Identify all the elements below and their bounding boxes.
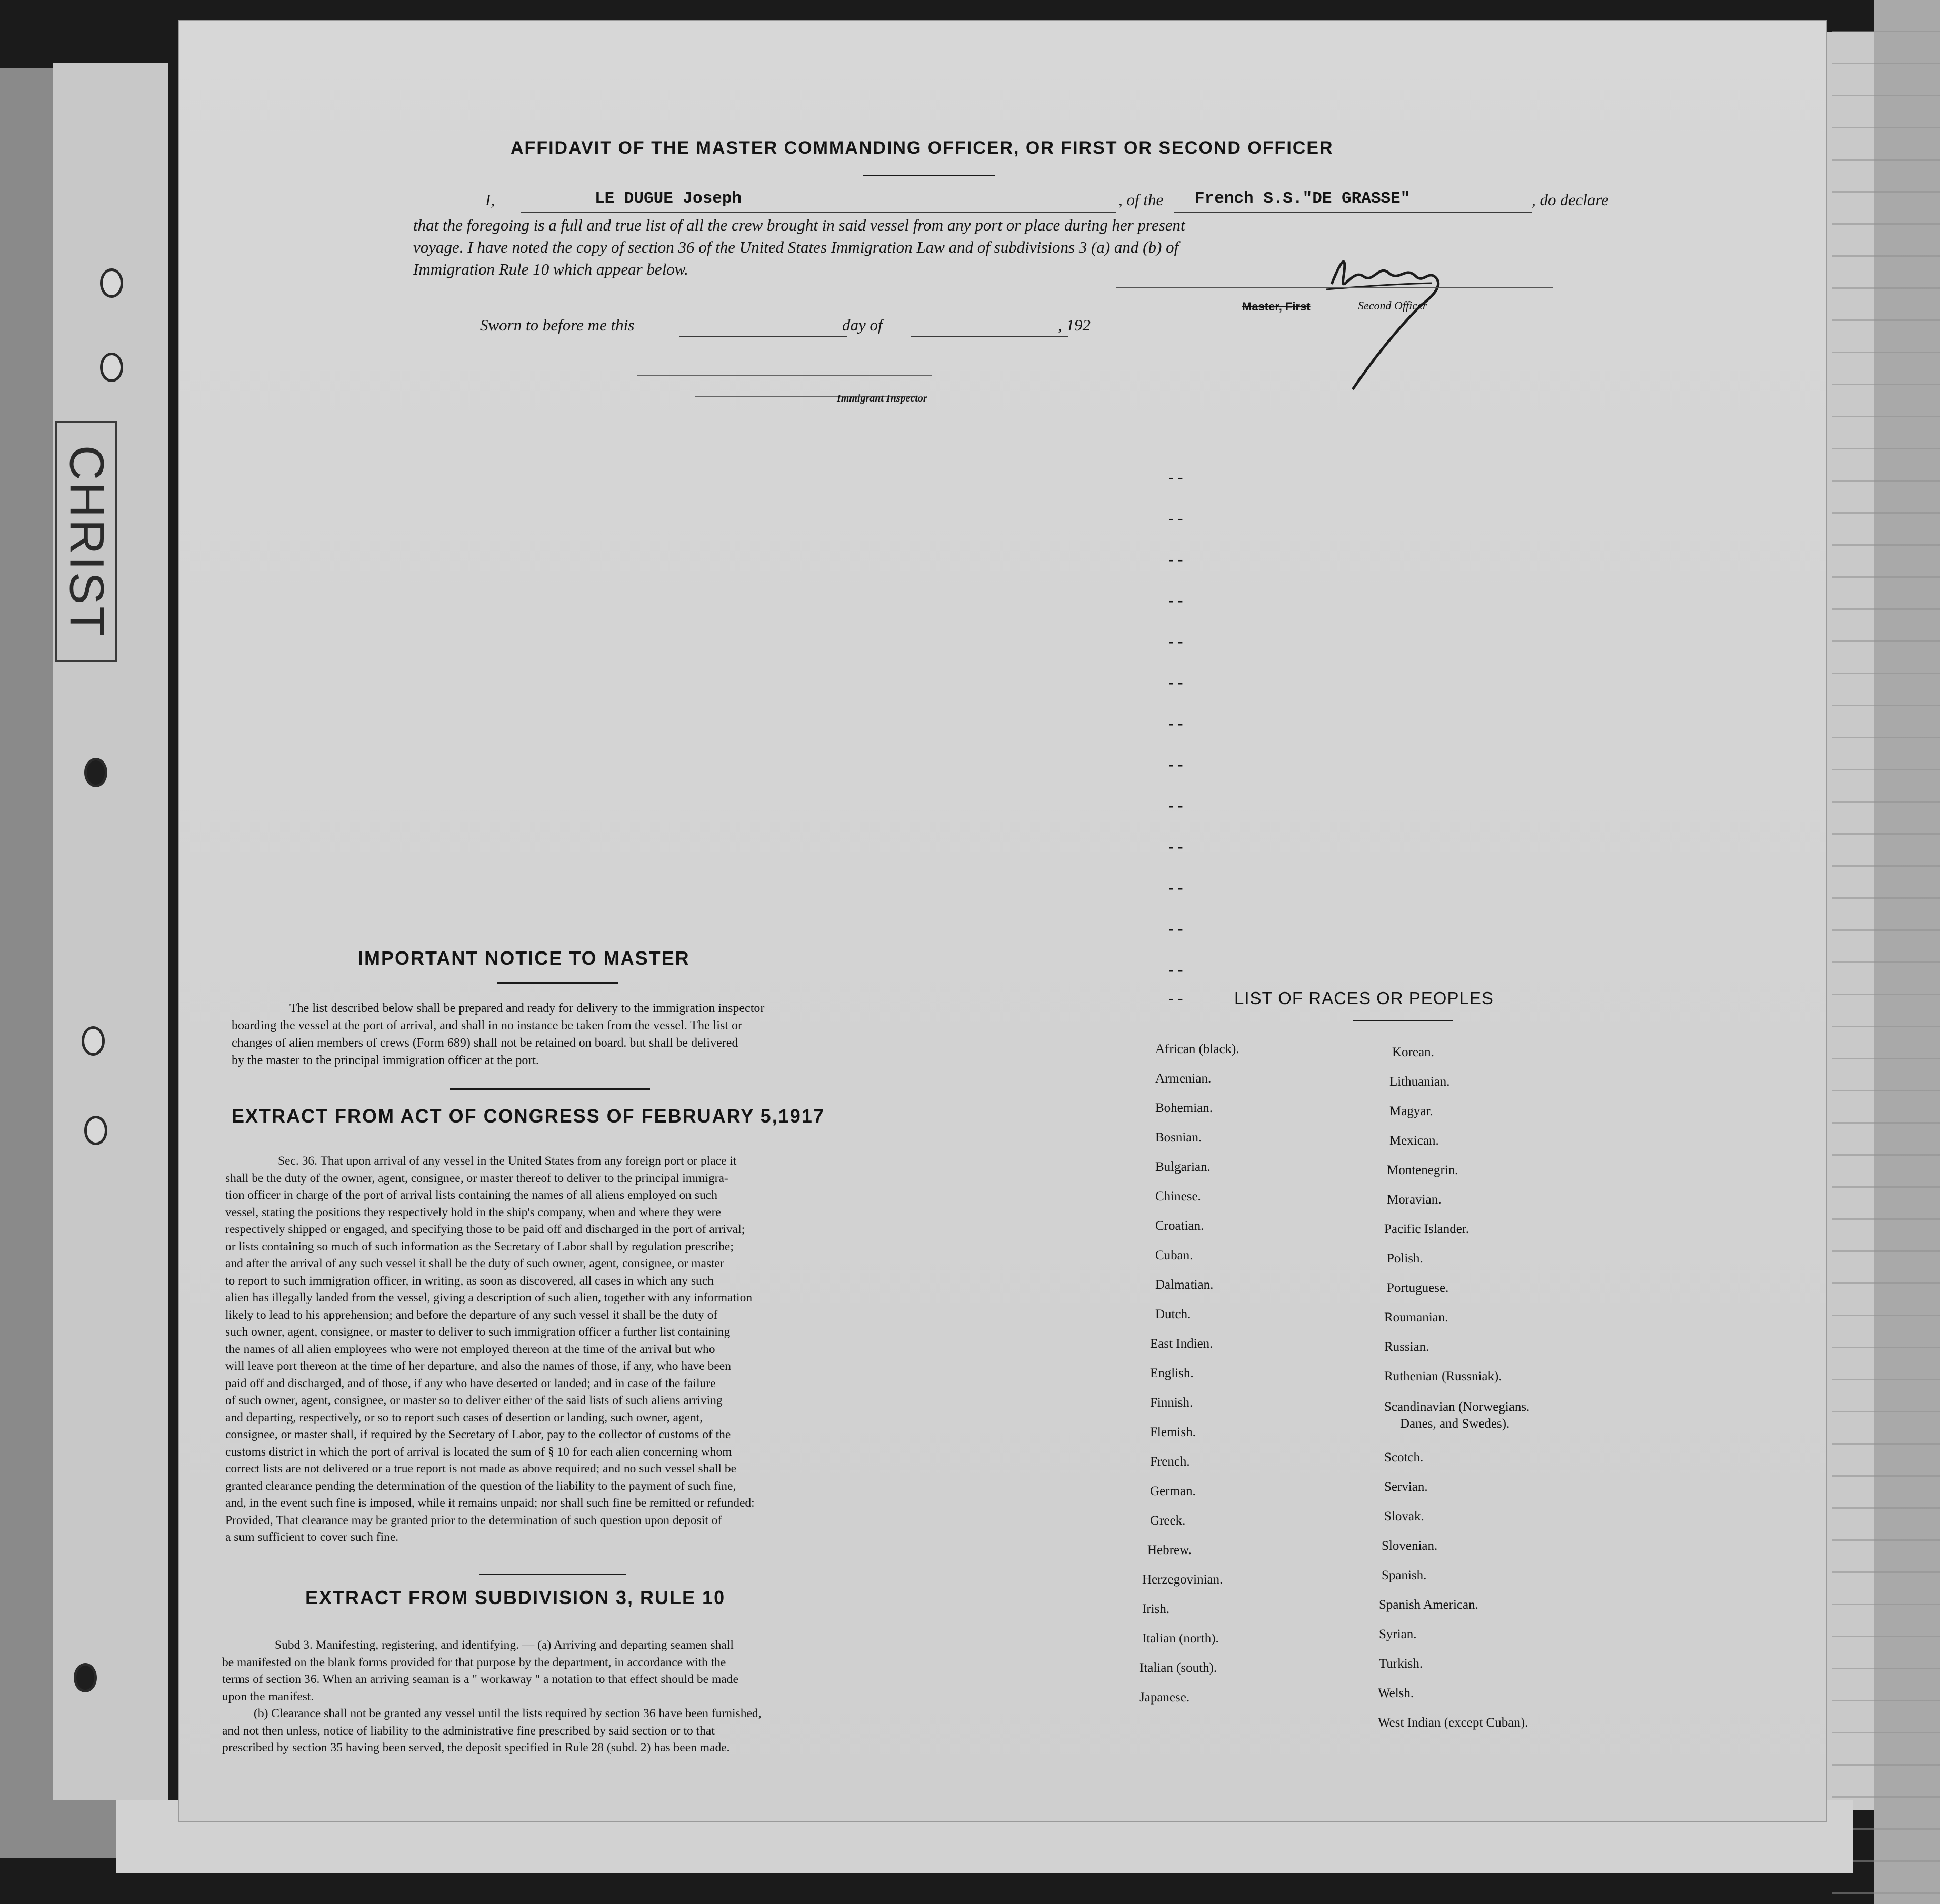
notice-line: boarding the vessel at the port of arrival, and shall in no instance be taken from the vessel. The list or xyxy=(232,1019,742,1033)
race-entry: Korean. xyxy=(1392,1045,1434,1059)
ditto-mark: - - xyxy=(1168,674,1183,691)
extract-line: consignee, or master shall, if required by the Secretary of Labor, pay to the collector of customs of the xyxy=(225,1428,731,1441)
sworn-year: , 192 xyxy=(1058,316,1091,334)
race-entry: Bohemian. xyxy=(1155,1101,1213,1115)
ditto-mark: - - xyxy=(1168,592,1183,609)
race-entry: Welsh. xyxy=(1378,1686,1414,1700)
christ-stamp: CHRIST xyxy=(55,421,117,662)
ditto-mark: - - xyxy=(1168,715,1183,732)
sworn-text: Sworn to before me this xyxy=(480,316,635,334)
punch-hole xyxy=(74,1663,97,1692)
extract-act-title: EXTRACT FROM ACT OF CONGRESS OF FEBRUARY 5,1917 xyxy=(232,1105,825,1127)
ditto-mark: - - xyxy=(1168,756,1183,773)
extract-line: to report to such immigration officer, in writing, as soon as discovered, all cases in which any such xyxy=(225,1274,714,1288)
extract-line: Provided, That clearance may be granted prior to the determination of such question upon deposit of xyxy=(225,1513,722,1527)
divider xyxy=(450,1088,650,1090)
extract-line: granted clearance pending the determination of the question of the liability to the payment of such fine, xyxy=(225,1479,736,1493)
race-entry: Magyar. xyxy=(1389,1104,1433,1118)
race-entry: Polish. xyxy=(1387,1251,1423,1266)
affidavit-declare: , do declare xyxy=(1532,191,1609,209)
race-entry: Flemish. xyxy=(1150,1425,1196,1439)
race-entry: Bulgarian. xyxy=(1155,1160,1211,1174)
race-entry: West Indian (except Cuban). xyxy=(1378,1716,1528,1730)
extract-line: shall be the duty of the owner, agent, consignee, or master thereof to deliver to the principal immigra- xyxy=(225,1171,728,1185)
ditto-mark: - - xyxy=(1168,550,1183,568)
divider xyxy=(1353,1020,1453,1021)
extract-line: Sec. 36. That upon arrival of any vessel in the United States from any foreign port or place it xyxy=(278,1154,737,1168)
divider xyxy=(479,1574,626,1575)
extract-line: paid off and discharged, and of those, if any who have deserted or landed; and in case of the failure xyxy=(225,1376,716,1390)
race-entry: English. xyxy=(1150,1366,1194,1380)
race-entry: Irish. xyxy=(1142,1602,1170,1616)
divider xyxy=(497,982,618,984)
extract-line: prescribed by section 35 having been served, the deposit specified in Rule 28 (subd. 2) has been made. xyxy=(222,1741,730,1755)
extract-line: a sum sufficient to cover such fine. xyxy=(225,1530,399,1544)
affidavit-i: I, xyxy=(485,191,495,209)
race-entry: East Indien. xyxy=(1150,1337,1213,1351)
extract-line: or lists containing so much of such information as the Secretary of Labor shall by regulation prescribe; xyxy=(225,1239,734,1254)
race-entry: Italian (north). xyxy=(1142,1631,1219,1646)
race-entry: Mexican. xyxy=(1389,1134,1439,1148)
signature-title: Second Officer xyxy=(1358,299,1427,312)
affidavit-line-4: Immigration Rule 10 which appear below. xyxy=(413,260,688,278)
manifest-document xyxy=(179,21,1826,1821)
extract-line: tion officer in charge of the port of arrival lists containing the names of all aliens employed on such xyxy=(225,1188,717,1202)
punch-hole xyxy=(84,1116,107,1145)
race-entry: Dalmatian. xyxy=(1155,1278,1214,1292)
race-entry: Bosnian. xyxy=(1155,1130,1202,1145)
extract-line: customs district in which the port of arrival is located the sum of § 10 for each alien concerning whom xyxy=(225,1445,732,1459)
extract-line: terms of section 36. When an arriving seaman is a " workaway " a notation to that effect should be made xyxy=(222,1672,738,1686)
affidavit-title: AFFIDAVIT OF THE MASTER COMMANDING OFFICER, OR FIRST OR SECOND OFFICER xyxy=(511,138,1334,158)
ditto-mark: - - xyxy=(1168,920,1183,937)
race-entry: Syrian. xyxy=(1379,1627,1417,1641)
race-entry: Slovenian. xyxy=(1382,1539,1438,1553)
race-entry: German. xyxy=(1150,1484,1196,1498)
race-entry: Chinese. xyxy=(1155,1189,1201,1204)
extract-line: and departing, respectively, or so to report such cases of desertion or landing, such owner, agent, xyxy=(225,1410,703,1425)
inspector-label: Immigrant Inspector xyxy=(837,393,927,404)
races-title: LIST OF RACES OR PEOPLES xyxy=(1234,988,1494,1008)
race-entry: Herzegovinian. xyxy=(1142,1572,1223,1587)
ditto-mark: - - xyxy=(1168,879,1183,896)
extract-line: upon the manifest. xyxy=(222,1689,314,1703)
struck-title: Master, First xyxy=(1242,300,1311,313)
extract-line: and not then unless, notice of liability to the administrative fine prescribed by said section or to that xyxy=(222,1723,715,1738)
notice-line: changes of alien members of crews (Form 689) shall not be retained on board. but shall be delivered xyxy=(232,1036,738,1050)
race-entry: Lithuanian. xyxy=(1389,1075,1450,1089)
extract-line: correct lists are not delivered or a true report is not made as above required; and no such vessel shall be xyxy=(225,1462,736,1476)
blank-line xyxy=(679,336,847,337)
race-entry: Finnish. xyxy=(1150,1396,1193,1410)
race-entry: African (black). xyxy=(1155,1042,1239,1056)
race-entry: Greek. xyxy=(1150,1514,1186,1528)
extract-line: (b) Clearance shall not be granted any vessel until the lists required by section 36 have been furnished, xyxy=(254,1707,762,1720)
ditto-mark: - - xyxy=(1168,989,1183,1007)
affidavit-of-the: , of the xyxy=(1118,191,1164,209)
race-entry: Croatian. xyxy=(1155,1219,1204,1233)
affidavit-line-2: that the foregoing is a full and true list of all the crew brought in said vessel from any port or place during her present xyxy=(413,216,1185,234)
ditto-mark: - - xyxy=(1168,468,1183,486)
race-entry: Scotch. xyxy=(1384,1450,1424,1465)
race-entry: Turkish. xyxy=(1379,1657,1423,1671)
punch-hole xyxy=(100,268,123,298)
punch-hole xyxy=(84,758,107,787)
extract-act-body xyxy=(225,1153,867,1546)
ditto-mark: - - xyxy=(1168,961,1183,978)
extract-line: and after the arrival of any such vessel it shall be the duty of such owner, agent, consignee, or master xyxy=(225,1257,724,1270)
extract-line: Subd 3. Manifesting, registering, and identifying. — (a) Arriving and departing seamen shall xyxy=(275,1638,734,1652)
officer-signature xyxy=(1311,247,1468,405)
background-left-strip xyxy=(53,63,168,1800)
race-entry: Armenian. xyxy=(1155,1071,1212,1086)
race-entry: Dutch. xyxy=(1155,1307,1191,1321)
race-entry: Danes, and Swedes). xyxy=(1400,1417,1510,1431)
extract-line: of such owner, agent, consignee, or master so to deliver either of the said lists of such aliens arriving xyxy=(225,1394,723,1407)
extract-line: be manifested on the blank forms provided for that purpose by the department, in accordance with the xyxy=(222,1655,726,1669)
race-entry: Russian. xyxy=(1384,1340,1429,1354)
blank-line xyxy=(521,212,1116,213)
race-entry: Spanish. xyxy=(1382,1568,1427,1582)
race-entry: Moravian. xyxy=(1387,1192,1442,1207)
signature-line xyxy=(1116,287,1553,288)
race-entry: Italian (south). xyxy=(1139,1661,1217,1675)
punch-hole xyxy=(82,1026,105,1056)
race-entry: Servian. xyxy=(1384,1480,1428,1494)
extract-rule-title: EXTRACT FROM SUBDIVISION 3, RULE 10 xyxy=(305,1587,726,1608)
race-entry: Pacific Islander. xyxy=(1384,1222,1469,1236)
vessel-name: French S.S."DE GRASSE" xyxy=(1195,189,1411,208)
race-entry: Scandinavian (Norwegians. xyxy=(1384,1400,1530,1414)
notice-line: The list described below shall be prepared and ready for delivery to the immigration inspector xyxy=(289,1001,765,1015)
ditto-mark: - - xyxy=(1168,633,1183,650)
divider xyxy=(863,175,995,176)
extract-line: alien has illegally landed from the vessel, giving a description of such alien, together with any information xyxy=(225,1291,753,1305)
extract-line: likely to lead to his apprehension; and before the departure of any such vessel it shall be the duty of xyxy=(225,1308,718,1322)
ditto-mark: - - xyxy=(1168,838,1183,855)
blank-line xyxy=(911,336,1068,337)
race-entry: French. xyxy=(1150,1455,1190,1469)
extract-line: such owner, agent, consignee, or master to deliver to such immigration officer a further list containing xyxy=(225,1325,731,1339)
extract-line: and, in the event such fine is imposed, while it remains unpaid; nor shall such fine be remitted or refunded: xyxy=(225,1496,755,1510)
extract-line: the names of all alien employees who were not employed thereon at the time of the arrival but who xyxy=(225,1342,715,1356)
ditto-mark: - - xyxy=(1168,509,1183,527)
race-entry: Montenegrin. xyxy=(1387,1163,1458,1177)
notice-title: IMPORTANT NOTICE TO MASTER xyxy=(358,947,690,969)
race-entry: Japanese. xyxy=(1139,1690,1190,1705)
race-entry: Portuguese. xyxy=(1387,1281,1449,1295)
race-entry: Spanish American. xyxy=(1379,1598,1478,1612)
extract-line: vessel, stating the positions they respectively hold in the ship's company, when and where they were xyxy=(225,1205,721,1219)
officer-name: LE DUGUE Joseph xyxy=(595,189,742,208)
blank-line xyxy=(1174,212,1532,213)
extract-rule-body xyxy=(222,1637,867,1757)
race-entry: Cuban. xyxy=(1155,1248,1193,1262)
race-entry: Roumanian. xyxy=(1384,1310,1448,1325)
extract-line: will leave port thereon at the time of her departure, and also the names of those, if any, who have been xyxy=(225,1359,731,1373)
race-entry: Hebrew. xyxy=(1147,1543,1192,1557)
inspector-line xyxy=(637,375,932,376)
affidavit-line-3: voyage. I have noted the copy of section 36 of the United States Immigration Law and of subdivisions 3 (a) and (b) of xyxy=(413,238,1179,256)
race-entry: Ruthenian (Russniak). xyxy=(1384,1369,1502,1384)
sworn-day-of: day of xyxy=(842,316,883,334)
notice-body xyxy=(232,1000,876,1069)
race-entry: Slovak. xyxy=(1384,1509,1424,1524)
punch-hole xyxy=(100,353,123,382)
extract-line: respectively shipped or engaged, and specifying those to be paid off and discharged in the port of arrival; xyxy=(225,1222,745,1236)
background-ledger-lines xyxy=(1832,0,1940,1904)
ditto-mark: - - xyxy=(1168,797,1183,814)
notice-line: by the master to the principal immigration officer at the port. xyxy=(232,1054,539,1067)
